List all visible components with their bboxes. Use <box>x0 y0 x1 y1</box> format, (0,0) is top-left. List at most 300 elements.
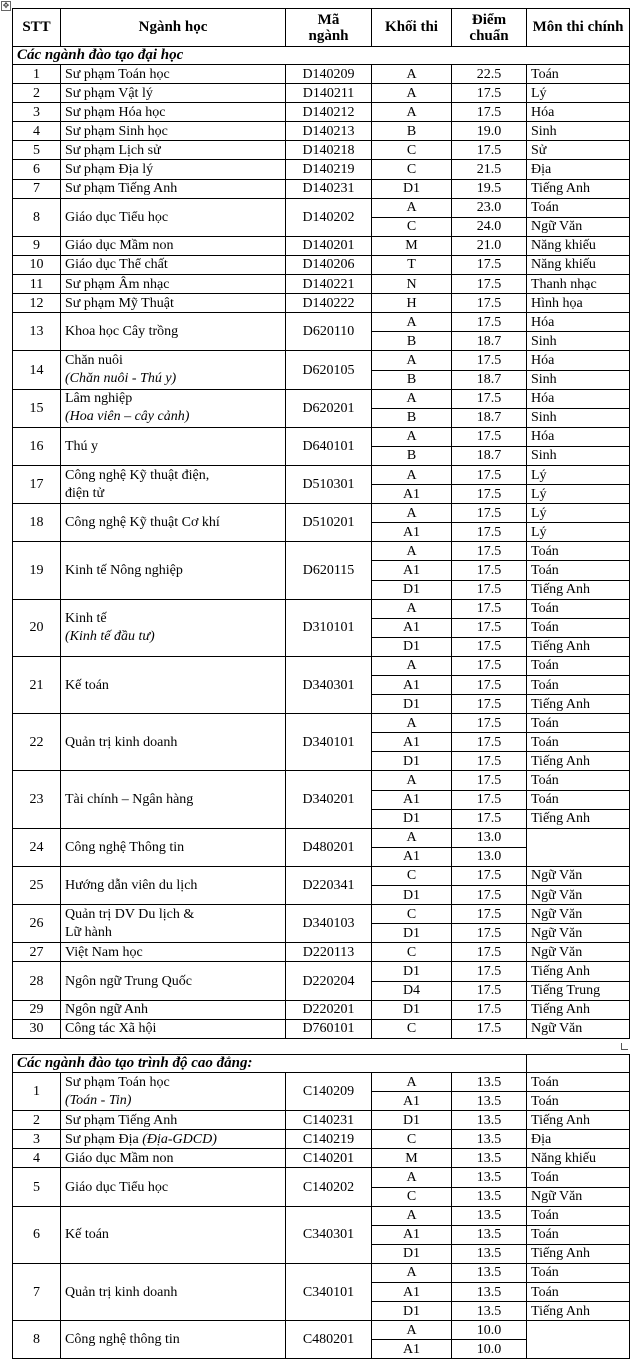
table-row <box>13 84 630 103</box>
program-name: Sư phạm Tiếng Anh <box>65 181 178 197</box>
program-name: Công nghệ Kỹ thuật Cơ khí <box>65 515 220 531</box>
cutoff-score-cell: 17.5 <box>452 981 527 1000</box>
program-name: Sư phạm Lịch sử <box>65 142 161 158</box>
main-subject-cell: Toán <box>527 198 630 217</box>
program-code-cell: D140201 <box>286 236 372 255</box>
stt-cell: 8 <box>13 1321 61 1359</box>
program-subtitle: (Hoa viên – cây cảnh) <box>65 409 190 425</box>
table-row <box>13 389 630 408</box>
program-name: Kinh tế <box>65 610 107 626</box>
cutoff-score-cell: 17.5 <box>452 427 527 446</box>
cutoff-score-cell: 17.5 <box>452 313 527 332</box>
stt-cell: 6 <box>13 1206 61 1263</box>
program-name-cell <box>61 1019 286 1038</box>
exam-block-cell: M <box>372 236 452 255</box>
table-row <box>13 771 630 790</box>
main-subject-cell: Tiếng Anh <box>527 695 630 714</box>
program-code-cell: D140218 <box>286 141 372 160</box>
table-row <box>13 1168 630 1187</box>
main-subject-cell: Ngữ Văn <box>527 905 630 924</box>
program-name: Quản trị DV Du lịch & <box>65 906 195 922</box>
main-subject-cell: Sinh <box>527 446 630 465</box>
cutoff-score-cell: 13.0 <box>452 828 527 847</box>
main-subject-cell: Ngữ Văn <box>527 943 630 962</box>
exam-block-cell: D1 <box>372 695 452 714</box>
cutoff-score-cell: 13.5 <box>452 1283 527 1302</box>
program-code-cell: D340201 <box>286 771 372 828</box>
stt-cell: 24 <box>13 828 61 866</box>
cutoff-score-cell: 19.5 <box>452 179 527 198</box>
program-name-cell <box>61 1111 286 1130</box>
exam-block-cell: C <box>372 866 452 885</box>
program-code-cell: D140212 <box>286 103 372 122</box>
program-name-cell <box>61 866 286 904</box>
table-row <box>13 1206 630 1225</box>
program-code-cell: D510301 <box>286 465 372 503</box>
main-subject-cell: Sử <box>527 141 630 160</box>
cutoff-score-cell: 10.0 <box>452 1321 527 1340</box>
exam-block-cell: A1 <box>372 847 452 866</box>
exam-block-cell: A <box>372 313 452 332</box>
program-name: Quản trị kinh doanh <box>65 734 178 750</box>
stt-cell: 16 <box>13 427 61 465</box>
program-subtitle: (Toán - Tin) <box>65 1092 132 1108</box>
exam-block-cell: C <box>372 1187 452 1206</box>
program-name: Công nghệ Thông tin <box>65 839 185 855</box>
exam-block-cell: A1 <box>372 561 452 580</box>
program-name-cell <box>61 313 286 351</box>
exam-block-cell: C <box>372 905 452 924</box>
program-code-cell: D140222 <box>286 294 372 313</box>
main-subject-cell: Toán <box>527 599 630 618</box>
cutoff-score-cell: 17.5 <box>452 580 527 599</box>
program-name: Tài chính – Ngân hàng <box>65 792 194 808</box>
program-name: Kinh tế Nông nghiệp <box>65 562 183 578</box>
main-subject-cell: Sinh <box>527 370 630 389</box>
cutoff-score-cell: 17.5 <box>452 275 527 294</box>
program-code-cell: D340301 <box>286 656 372 713</box>
cutoff-score-cell: 17.5 <box>452 924 527 943</box>
program-code-cell: D480201 <box>286 828 372 866</box>
main-subject-cell: Ngữ Văn <box>527 217 630 236</box>
program-name-cell <box>61 1000 286 1019</box>
exam-block-cell: B <box>372 446 452 465</box>
exam-block-cell: T <box>372 255 452 274</box>
header-khoi-thi: Khối thi <box>372 9 452 47</box>
exam-block-cell: A <box>372 427 452 446</box>
exam-block-cell: M <box>372 1149 452 1168</box>
program-name-cell <box>61 198 286 236</box>
main-subject-cell: Tiếng Trung <box>527 981 630 1000</box>
stt-cell: 9 <box>13 236 61 255</box>
program-name-cell <box>61 84 286 103</box>
exam-block-cell: A1 <box>372 1225 452 1244</box>
program-name-cell <box>61 179 286 198</box>
exam-block-cell: D1 <box>372 752 452 771</box>
program-code-cell: D620201 <box>286 389 372 427</box>
header-ma-nganh <box>286 9 372 47</box>
header-ma-nganh-line2: ngành <box>308 27 349 44</box>
cutoff-score-cell: 13.5 <box>452 1263 527 1282</box>
stt-cell: 11 <box>13 275 61 294</box>
main-subject-cell: Ngữ Văn <box>527 1187 630 1206</box>
exam-block-cell: D1 <box>372 962 452 981</box>
main-subject-cell: Ngữ Văn <box>527 924 630 943</box>
program-code-cell: D140206 <box>286 255 372 274</box>
program-name-cell <box>61 771 286 828</box>
main-subject-cell: Toán <box>527 714 630 733</box>
cutoff-score-cell: 17.5 <box>452 637 527 656</box>
cutoff-score-cell: 24.0 <box>452 217 527 236</box>
main-subject-cell: Tiếng Anh <box>527 962 630 981</box>
program-name-cell <box>61 236 286 255</box>
program-name: Giáo dục Thể chất <box>65 257 168 273</box>
header-mon-thi: Môn thi chính <box>527 9 630 47</box>
main-subject-cell: Tiếng Anh <box>527 637 630 656</box>
program-code-cell: C140201 <box>286 1149 372 1168</box>
table-row <box>13 141 630 160</box>
exam-block-cell: A <box>372 504 452 523</box>
exam-block-cell: A1 <box>372 618 452 637</box>
main-subject-cell: Hình họa <box>527 294 630 313</box>
program-name-cell <box>61 160 286 179</box>
program-name-cell <box>61 351 286 389</box>
program-name: Sư phạm Hóa học <box>65 104 166 120</box>
main-subject-cell: Sinh <box>527 408 630 427</box>
main-subject-cell: Toán <box>527 676 630 695</box>
program-code-cell: C140219 <box>286 1130 372 1149</box>
exam-block-cell: N <box>372 275 452 294</box>
program-name-cell <box>61 389 286 427</box>
program-name-cell <box>61 294 286 313</box>
table-row <box>13 160 630 179</box>
program-subtitle: (Chăn nuôi - Thú y) <box>65 371 177 386</box>
main-subject-cell: Tiếng Anh <box>527 580 630 599</box>
cutoff-score-cell: 13.5 <box>452 1111 527 1130</box>
main-subject-cell: Hóa <box>527 351 630 370</box>
header-diem-chuan-line1: Điểm <box>471 11 507 28</box>
program-name-line2: Lữ hành <box>65 924 112 940</box>
main-subject-cell: Ngữ Văn <box>527 1019 630 1038</box>
exam-block-cell: A <box>372 771 452 790</box>
program-code-cell: D140219 <box>286 160 372 179</box>
program-code-cell: D140231 <box>286 179 372 198</box>
exam-block-cell: D1 <box>372 1302 452 1321</box>
stt-cell: 4 <box>13 1149 61 1168</box>
stt-cell: 3 <box>13 103 61 122</box>
program-name: Quản trị kinh doanh <box>65 1284 178 1300</box>
main-subject-cell: Toán <box>527 1283 630 1302</box>
program-code-cell: D620105 <box>286 351 372 389</box>
program-code-cell: D620110 <box>286 313 372 351</box>
section-title-cao-dang: Các ngành đào tạo trình độ cao đẳng: <box>13 1055 527 1073</box>
main-subject-cell: Hóa <box>527 103 630 122</box>
exam-block-cell: A <box>372 103 452 122</box>
stt-cell: 18 <box>13 504 61 542</box>
main-subject-cell: Sinh <box>527 332 630 351</box>
program-name-cell <box>61 427 286 465</box>
program-name: Khoa học Cây trồng <box>65 324 179 340</box>
main-subject-cell: Sinh <box>527 122 630 141</box>
stt-cell: 1 <box>13 65 61 84</box>
header-ma-nganh-line1: Mã <box>317 11 340 28</box>
cutoff-score-cell: 17.5 <box>452 866 527 885</box>
program-code-cell: D220113 <box>286 943 372 962</box>
program-name: Công nghệ thông tin <box>65 1332 180 1348</box>
program-name: Sư phạm Địa <box>65 1131 143 1147</box>
exam-block-cell: C <box>372 943 452 962</box>
header-diem-chuan <box>452 9 527 47</box>
cutoff-score-cell: 17.5 <box>452 389 527 408</box>
cutoff-score-cell: 17.5 <box>452 103 527 122</box>
program-name: Giáo dục Mầm non <box>65 1150 174 1166</box>
table-row <box>13 179 630 198</box>
program-name-cell <box>61 1149 286 1168</box>
cutoff-score-cell: 17.5 <box>452 141 527 160</box>
main-subject-cell <box>527 828 630 866</box>
exam-block-cell: A1 <box>372 1283 452 1302</box>
cutoff-score-cell: 13.5 <box>452 1130 527 1149</box>
program-name-cell <box>61 962 286 1000</box>
program-name-cell <box>61 1263 286 1320</box>
table-row <box>13 122 630 141</box>
cutoff-score-cell: 13.5 <box>452 1302 527 1321</box>
main-subject-cell: Địa <box>527 160 630 179</box>
program-code-cell: C340301 <box>286 1206 372 1263</box>
table-row <box>13 351 630 370</box>
table-row <box>13 866 630 885</box>
main-subject-cell: Toán <box>527 771 630 790</box>
cutoff-score-cell: 18.7 <box>452 446 527 465</box>
cutoff-score-cell: 13.5 <box>452 1225 527 1244</box>
table-row <box>13 275 630 294</box>
stt-cell: 28 <box>13 962 61 1000</box>
exam-block-cell: A1 <box>372 485 452 504</box>
cutoff-score-cell: 17.5 <box>452 943 527 962</box>
stt-cell: 3 <box>13 1130 61 1149</box>
table-resize-marker <box>621 1043 628 1050</box>
program-code-cell: C140209 <box>286 1073 372 1111</box>
stt-cell: 5 <box>13 141 61 160</box>
program-name: Sư phạm Âm nhạc <box>65 276 170 292</box>
program-name: Hướng dẫn viên du lịch <box>65 878 198 894</box>
table-row <box>13 236 630 255</box>
cutoff-score-cell: 17.5 <box>452 733 527 752</box>
cutoff-score-cell: 17.5 <box>452 1019 527 1038</box>
exam-block-cell: B <box>372 332 452 351</box>
exam-block-cell: D1 <box>372 637 452 656</box>
main-subject-cell: Lý <box>527 523 630 542</box>
program-name-cell <box>61 275 286 294</box>
main-subject-cell: Toán <box>527 790 630 809</box>
cutoff-score-cell: 10.0 <box>452 1340 527 1359</box>
exam-block-cell: A <box>372 389 452 408</box>
section-empty-cell <box>527 1055 630 1073</box>
program-code-cell: D340101 <box>286 714 372 771</box>
main-subject-cell: Toán <box>527 656 630 675</box>
stt-cell: 22 <box>13 714 61 771</box>
stt-cell: 8 <box>13 198 61 236</box>
main-subject-cell: Tiếng Anh <box>527 1000 630 1019</box>
stt-cell: 29 <box>13 1000 61 1019</box>
program-code-cell: D220341 <box>286 866 372 904</box>
cutoff-score-cell: 17.5 <box>452 351 527 370</box>
main-subject-cell: Toán <box>527 542 630 561</box>
program-code-cell: C340101 <box>286 1263 372 1320</box>
main-subject-cell: Lý <box>527 504 630 523</box>
program-code-cell: D620115 <box>286 542 372 599</box>
main-subject-cell: Ngữ Văn <box>527 886 630 905</box>
main-subject-cell: Lý <box>527 485 630 504</box>
main-subject-cell: Toán <box>527 65 630 84</box>
stt-cell: 25 <box>13 866 61 904</box>
cutoff-score-cell: 17.5 <box>452 695 527 714</box>
main-subject-cell: Lý <box>527 465 630 484</box>
main-subject-cell: Toán <box>527 1206 630 1225</box>
cutoff-score-cell: 13.0 <box>452 847 527 866</box>
table-row <box>13 465 630 484</box>
cutoff-score-cell: 17.5 <box>452 962 527 981</box>
main-subject-cell: Ngữ Văn <box>527 866 630 885</box>
cutoff-score-cell: 17.5 <box>452 676 527 695</box>
cutoff-score-cell: 17.5 <box>452 618 527 637</box>
program-name-cell <box>61 943 286 962</box>
main-subject-cell: Tiếng Anh <box>527 1244 630 1263</box>
exam-block-cell: A1 <box>372 733 452 752</box>
cutoff-score-cell: 21.5 <box>452 160 527 179</box>
exam-block-cell: A <box>372 465 452 484</box>
exam-block-cell: A <box>372 351 452 370</box>
cutoff-score-cell: 17.5 <box>452 714 527 733</box>
exam-block-cell: D1 <box>372 1111 452 1130</box>
table-row <box>13 1019 630 1038</box>
main-subject-cell: Toán <box>527 1263 630 1282</box>
main-subject-cell: Tiếng Anh <box>527 179 630 198</box>
cutoff-score-cell: 13.5 <box>452 1187 527 1206</box>
main-subject-cell: Toán <box>527 733 630 752</box>
program-code-cell: D220201 <box>286 1000 372 1019</box>
program-name-cell <box>61 103 286 122</box>
main-subject-cell: Thanh nhạc <box>527 275 630 294</box>
stt-cell: 15 <box>13 389 61 427</box>
cutoff-score-cell: 13.5 <box>452 1073 527 1092</box>
program-code-cell: D220204 <box>286 962 372 1000</box>
cutoff-score-cell: 13.5 <box>452 1092 527 1111</box>
table-row <box>13 1149 630 1168</box>
section-title-dai-hoc: Các ngành đào tạo đại học <box>13 47 630 65</box>
cutoff-score-cell: 18.7 <box>452 332 527 351</box>
table-row <box>13 198 630 217</box>
program-code-cell: C140202 <box>286 1168 372 1206</box>
program-code-cell: D140221 <box>286 275 372 294</box>
program-name: Sư phạm Toán học <box>65 1074 170 1090</box>
main-subject-cell: Năng khiếu <box>527 255 630 274</box>
exam-block-cell: A <box>372 828 452 847</box>
program-name-cell <box>61 1168 286 1206</box>
cutoff-score-cell: 17.5 <box>452 504 527 523</box>
main-subject-cell: Tiếng Anh <box>527 752 630 771</box>
program-code-cell: D310101 <box>286 599 372 656</box>
program-code-cell: D140202 <box>286 198 372 236</box>
program-name-cell <box>61 504 286 542</box>
stt-cell: 7 <box>13 179 61 198</box>
program-name: Giáo dục Tiểu học <box>65 209 169 225</box>
program-name-cell <box>61 1130 286 1149</box>
program-name: Sư phạm Tiếng Anh <box>65 1112 178 1128</box>
stt-cell: 21 <box>13 656 61 713</box>
cutoff-score-cell: 17.5 <box>452 771 527 790</box>
main-subject-cell: Tiếng Anh <box>527 809 630 828</box>
stt-cell: 10 <box>13 255 61 274</box>
header-diem-chuan-line2: chuẩn <box>469 27 509 44</box>
cutoff-score-cell: 17.5 <box>452 84 527 103</box>
exam-block-cell: A1 <box>372 790 452 809</box>
exam-block-cell: D1 <box>372 1244 452 1263</box>
program-name: Công nghệ Kỹ thuật điện, <box>65 467 210 483</box>
program-code-cell: D510201 <box>286 504 372 542</box>
main-subject-cell: Toán <box>527 1225 630 1244</box>
table-move-handle-icon[interactable]: ✥ <box>2 1 10 10</box>
exam-block-cell: C <box>372 160 452 179</box>
cutoff-score-cell: 17.5 <box>452 599 527 618</box>
exam-block-cell: A <box>372 656 452 675</box>
exam-block-cell: C <box>372 141 452 160</box>
stt-cell: 14 <box>13 351 61 389</box>
main-subject-cell: Tiếng Anh <box>527 1302 630 1321</box>
exam-block-cell: A1 <box>372 1092 452 1111</box>
program-name: Lâm nghiệp <box>65 391 133 407</box>
cutoff-score-cell: 17.5 <box>452 465 527 484</box>
program-name: Chăn nuôi <box>65 353 123 368</box>
main-subject-cell: Toán <box>527 1073 630 1092</box>
table-row <box>13 1263 630 1282</box>
main-subject-cell: Địa <box>527 1130 630 1149</box>
exam-block-cell: A <box>372 599 452 618</box>
program-name: Kế toán <box>65 677 109 693</box>
program-name-cell <box>61 714 286 771</box>
exam-block-cell: B <box>372 370 452 389</box>
exam-block-cell: B <box>372 408 452 427</box>
main-subject-cell <box>527 1321 630 1359</box>
cutoff-score-cell: 17.5 <box>452 542 527 561</box>
college-programs-table <box>12 1054 630 1359</box>
exam-block-cell: B <box>372 122 452 141</box>
cutoff-score-cell: 17.5 <box>452 294 527 313</box>
table-row <box>13 1000 630 1019</box>
main-subject-cell: Lý <box>527 84 630 103</box>
program-name-line2: điện tử <box>65 485 105 501</box>
stt-cell: 7 <box>13 1263 61 1320</box>
cutoff-score-cell: 17.5 <box>452 752 527 771</box>
table-row <box>13 313 630 332</box>
program-name: Giáo dục Mầm non <box>65 238 174 254</box>
exam-block-cell: A <box>372 1321 452 1340</box>
cutoff-score-cell: 18.7 <box>452 370 527 389</box>
cutoff-score-cell: 18.7 <box>452 408 527 427</box>
cutoff-score-cell: 17.5 <box>452 485 527 504</box>
table-row <box>13 65 630 84</box>
exam-block-cell: A1 <box>372 676 452 695</box>
header-stt: STT <box>13 9 61 47</box>
header-nganh-hoc: Ngành học <box>61 9 286 47</box>
program-name-cell <box>61 465 286 503</box>
main-subject-cell: Toán <box>527 561 630 580</box>
stt-cell: 23 <box>13 771 61 828</box>
program-name-cell <box>61 542 286 599</box>
exam-block-cell: A <box>372 65 452 84</box>
program-code-cell: C140231 <box>286 1111 372 1130</box>
exam-block-cell: A <box>372 1263 452 1282</box>
